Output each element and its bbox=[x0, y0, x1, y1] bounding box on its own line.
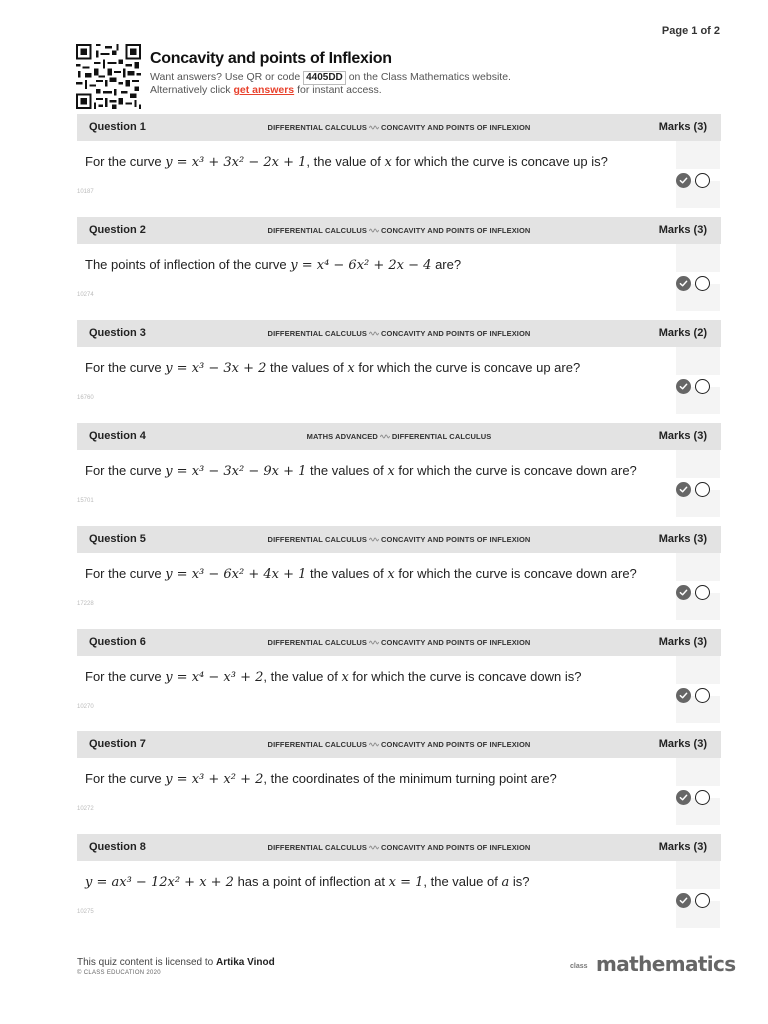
wave-icon bbox=[369, 843, 379, 852]
wave-icon bbox=[369, 740, 379, 749]
question-variable: x bbox=[384, 155, 392, 170]
question-math: y = x³ − 3x + 2 bbox=[165, 361, 267, 376]
question-id: 10272 bbox=[77, 806, 94, 812]
question-math: y = x⁴ − x³ + 2 bbox=[165, 670, 264, 685]
question-marks: Marks (3) bbox=[658, 430, 707, 442]
question-id: 10274 bbox=[77, 292, 94, 298]
question-id: 15701 bbox=[77, 498, 94, 504]
question-text: for which the curve is concave up are? bbox=[354, 360, 581, 375]
question-text: for which the curve is concave down are? bbox=[394, 566, 637, 581]
question-body bbox=[85, 257, 461, 273]
question-header bbox=[77, 423, 721, 450]
get-answers-link[interactable]: get answers bbox=[233, 84, 295, 96]
answer-panel bbox=[676, 861, 720, 928]
answer-panel bbox=[676, 450, 720, 517]
question-text: the values of bbox=[266, 360, 348, 375]
empty-circle-icon[interactable] bbox=[695, 585, 710, 600]
wave-icon bbox=[380, 432, 390, 441]
wave-icon bbox=[369, 226, 379, 235]
license-note bbox=[77, 957, 275, 968]
question-block bbox=[77, 320, 721, 416]
question-number: Question 2 bbox=[89, 224, 146, 236]
question-header bbox=[77, 526, 721, 553]
topic-subcategory: CONCAVITY AND POINTS OF INFLEXION bbox=[381, 740, 531, 749]
answer-code: 4405DD bbox=[303, 71, 346, 85]
copyright: © CLASS EDUCATION 2020 bbox=[77, 970, 161, 976]
topic-path bbox=[77, 535, 721, 544]
topic-category: DIFFERENTIAL CALCULUS bbox=[267, 226, 368, 235]
question-id: 17228 bbox=[77, 601, 94, 607]
question-text: For the curve bbox=[85, 154, 166, 169]
checkmark-icon[interactable] bbox=[676, 688, 691, 703]
question-block bbox=[77, 731, 721, 827]
logo-small-text: class bbox=[570, 963, 588, 970]
licensee-name: Artika Vinod bbox=[215, 957, 275, 968]
topic-category: DIFFERENTIAL CALCULUS bbox=[267, 843, 368, 852]
instructions-text-1: Want answers? Use QR or code bbox=[150, 71, 301, 83]
question-text: For the curve bbox=[85, 669, 166, 684]
topic-path bbox=[77, 226, 721, 235]
question-body bbox=[85, 154, 608, 170]
wave-icon bbox=[369, 123, 379, 132]
topic-path bbox=[77, 432, 721, 441]
question-id: 10275 bbox=[77, 909, 94, 915]
question-text: are? bbox=[431, 257, 462, 272]
question-block bbox=[77, 217, 721, 313]
question-text: The points of inflection of the curve bbox=[85, 257, 291, 272]
instructions-text-3: Alternatively click bbox=[150, 84, 231, 96]
question-math: y = x⁴ − 6x² + 2x − 4 bbox=[290, 258, 432, 273]
topic-category: DIFFERENTIAL CALCULUS bbox=[267, 740, 368, 749]
question-number: Question 6 bbox=[89, 636, 146, 648]
question-marks: Marks (3) bbox=[658, 738, 707, 750]
license-text: This quiz content is licensed to bbox=[77, 957, 214, 968]
question-marks: Marks (3) bbox=[658, 841, 707, 853]
topic-subcategory: DIFFERENTIAL CALCULUS bbox=[391, 432, 492, 441]
empty-circle-icon[interactable] bbox=[695, 482, 710, 497]
question-text: is? bbox=[509, 874, 530, 889]
question-math: y = x³ + 3x² − 2x + 1 bbox=[165, 155, 307, 170]
question-id: 16760 bbox=[77, 395, 94, 401]
question-block bbox=[77, 629, 721, 725]
question-variable: x bbox=[341, 670, 349, 685]
wave-icon bbox=[369, 329, 379, 338]
question-header bbox=[77, 731, 721, 758]
question-math: y = x³ + x² + 2 bbox=[165, 772, 264, 787]
empty-circle-icon[interactable] bbox=[695, 790, 710, 805]
wave-icon bbox=[369, 535, 379, 544]
question-header bbox=[77, 629, 721, 656]
checkmark-icon[interactable] bbox=[676, 482, 691, 497]
question-marks: Marks (3) bbox=[658, 533, 707, 545]
topic-category: DIFFERENTIAL CALCULUS bbox=[267, 329, 368, 338]
question-body bbox=[85, 771, 557, 787]
question-text: for which the curve is concave up is? bbox=[391, 154, 608, 169]
question-variable: x = 1 bbox=[388, 875, 424, 890]
question-header bbox=[77, 320, 721, 347]
topic-category: MATHS ADVANCED bbox=[306, 432, 378, 441]
question-marks: Marks (2) bbox=[658, 327, 707, 339]
topic-category: DIFFERENTIAL CALCULUS bbox=[267, 535, 368, 544]
checkmark-icon[interactable] bbox=[676, 173, 691, 188]
answer-panel bbox=[676, 141, 720, 208]
checkmark-icon[interactable] bbox=[676, 379, 691, 394]
answers-link-line bbox=[150, 84, 382, 96]
checkmark-icon[interactable] bbox=[676, 893, 691, 908]
question-text: For the curve bbox=[85, 463, 166, 478]
question-id: 10270 bbox=[77, 704, 94, 710]
topic-path bbox=[77, 123, 721, 132]
answer-panel bbox=[676, 758, 720, 825]
empty-circle-icon[interactable] bbox=[695, 379, 710, 394]
question-text: For the curve bbox=[85, 360, 166, 375]
answers-instructions bbox=[150, 71, 511, 85]
question-header bbox=[77, 114, 721, 141]
wave-icon bbox=[369, 638, 379, 647]
topic-path bbox=[77, 329, 721, 338]
question-text: for which the curve is concave down are? bbox=[394, 463, 637, 478]
answer-panel bbox=[676, 553, 720, 620]
topic-subcategory: CONCAVITY AND POINTS OF INFLEXION bbox=[381, 638, 531, 647]
answer-panel bbox=[676, 244, 720, 311]
question-number: Question 4 bbox=[89, 430, 146, 442]
question-marks: Marks (3) bbox=[658, 121, 707, 133]
question-block bbox=[77, 834, 721, 930]
empty-circle-icon[interactable] bbox=[695, 276, 710, 291]
topic-subcategory: CONCAVITY AND POINTS OF INFLEXION bbox=[381, 123, 531, 132]
checkmark-icon[interactable] bbox=[676, 790, 691, 805]
question-block bbox=[77, 114, 721, 210]
topic-category: DIFFERENTIAL CALCULUS bbox=[267, 638, 368, 647]
topic-path bbox=[77, 843, 721, 852]
question-variable: x bbox=[387, 567, 395, 582]
question-number: Question 8 bbox=[89, 841, 146, 853]
question-text: For the curve bbox=[85, 771, 166, 786]
question-text: the values of bbox=[306, 566, 388, 581]
topic-subcategory: CONCAVITY AND POINTS OF INFLEXION bbox=[381, 329, 531, 338]
answer-panel bbox=[676, 347, 720, 414]
question-header bbox=[77, 834, 721, 861]
question-variable: x bbox=[387, 464, 395, 479]
question-text: for which the curve is concave down is? bbox=[348, 669, 582, 684]
page-title: Concavity and points of Inflexion bbox=[150, 50, 392, 67]
question-block bbox=[77, 526, 721, 622]
question-text: For the curve bbox=[85, 566, 166, 581]
qr-code-icon[interactable] bbox=[76, 44, 141, 109]
page-number: Page 1 of 2 bbox=[661, 25, 720, 37]
empty-circle-icon[interactable] bbox=[695, 173, 710, 188]
question-math: y = x³ − 3x² − 9x + 1 bbox=[165, 464, 307, 479]
question-variable: x bbox=[347, 361, 355, 376]
question-math: y = x³ − 6x² + 4x + 1 bbox=[165, 567, 307, 582]
logo-main-text: mathematics bbox=[596, 952, 736, 976]
question-text: has a point of inflection at bbox=[233, 874, 389, 889]
question-header bbox=[77, 217, 721, 244]
question-body bbox=[85, 360, 580, 376]
question-body bbox=[85, 874, 529, 890]
question-number: Question 1 bbox=[89, 121, 146, 133]
empty-circle-icon[interactable] bbox=[695, 893, 710, 908]
class-mathematics-logo[interactable] bbox=[570, 952, 736, 978]
checkmark-icon[interactable] bbox=[676, 585, 691, 600]
question-text: the values of bbox=[306, 463, 388, 478]
topic-category: DIFFERENTIAL CALCULUS bbox=[267, 123, 368, 132]
topic-subcategory: CONCAVITY AND POINTS OF INFLEXION bbox=[381, 843, 531, 852]
question-id: 10187 bbox=[77, 189, 94, 195]
question-block bbox=[77, 423, 721, 519]
question-number: Question 7 bbox=[89, 738, 146, 750]
question-number: Question 5 bbox=[89, 533, 146, 545]
question-math: y = ax³ − 12x² + x + 2 bbox=[85, 875, 234, 890]
answer-panel bbox=[676, 656, 720, 723]
question-variable: a bbox=[501, 875, 510, 890]
question-marks: Marks (3) bbox=[658, 636, 707, 648]
question-body bbox=[85, 566, 637, 582]
question-body bbox=[85, 669, 581, 685]
instructions-text-4: for instant access. bbox=[297, 84, 382, 96]
question-text: , the value of bbox=[306, 154, 385, 169]
empty-circle-icon[interactable] bbox=[695, 688, 710, 703]
topic-subcategory: CONCAVITY AND POINTS OF INFLEXION bbox=[381, 226, 531, 235]
topic-path bbox=[77, 638, 721, 647]
question-number: Question 3 bbox=[89, 327, 146, 339]
instructions-text-2: on the Class Mathematics website. bbox=[348, 71, 511, 83]
topic-subcategory: CONCAVITY AND POINTS OF INFLEXION bbox=[381, 535, 531, 544]
question-text: , the value of bbox=[263, 669, 342, 684]
question-body bbox=[85, 463, 637, 479]
question-marks: Marks (3) bbox=[658, 224, 707, 236]
topic-path bbox=[77, 740, 721, 749]
question-text: , the value of bbox=[423, 874, 502, 889]
checkmark-icon[interactable] bbox=[676, 276, 691, 291]
question-text: , the coordinates of the minimum turning point are? bbox=[263, 771, 557, 786]
